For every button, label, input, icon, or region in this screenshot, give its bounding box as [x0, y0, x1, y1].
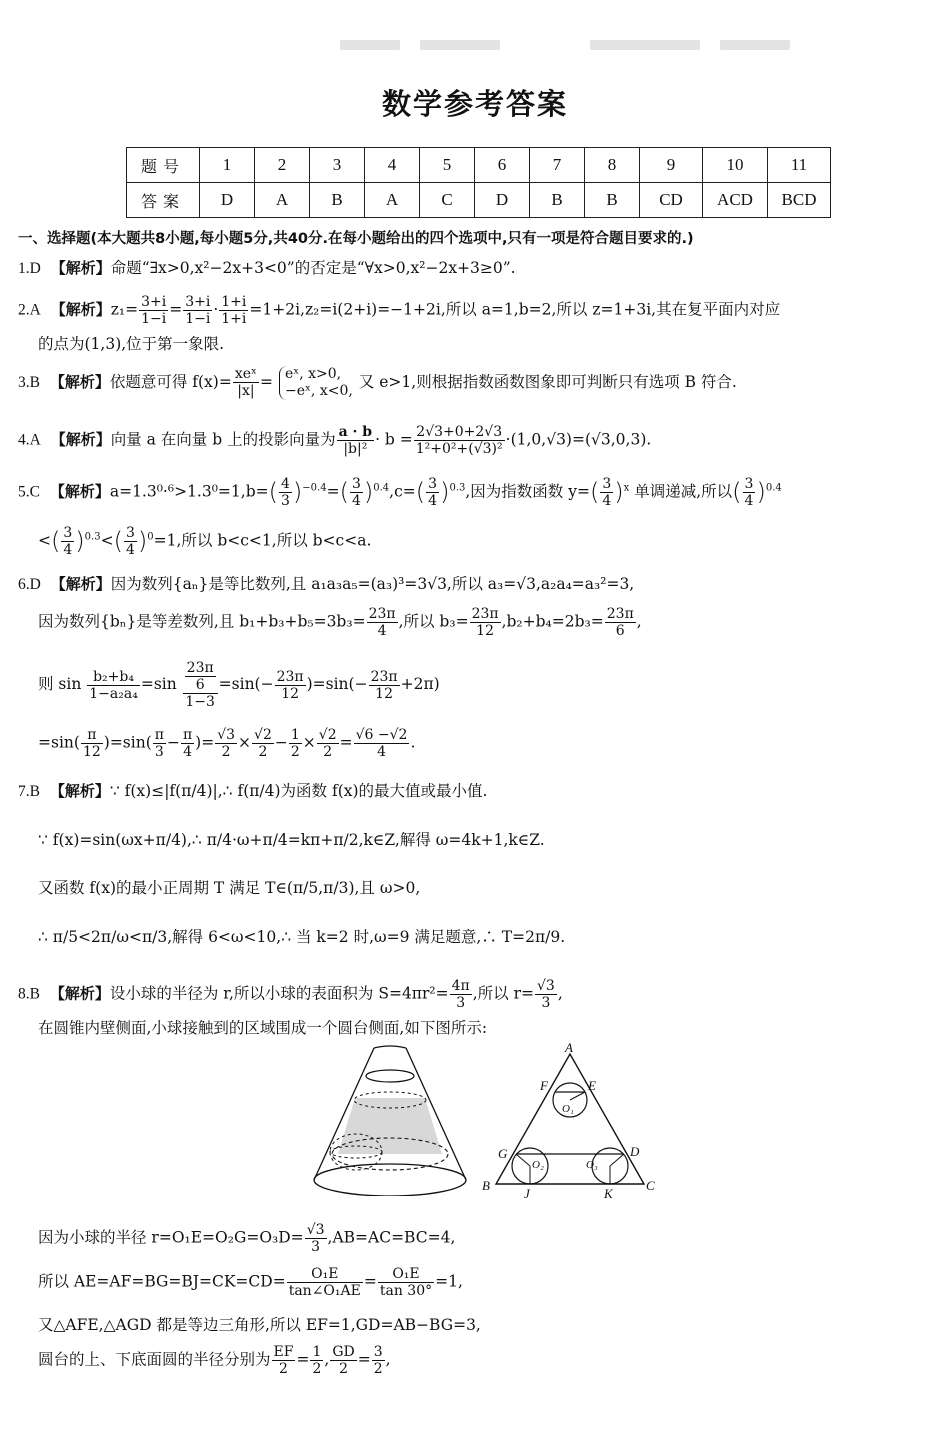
label-B: B [482, 1178, 490, 1193]
table-cell: 1 [200, 148, 255, 183]
cone-figure [310, 1044, 470, 1196]
table-cell: 11 [768, 148, 831, 183]
question-label: 2.A [18, 301, 41, 319]
table-cell: 7 [530, 148, 585, 183]
q4-line: 4.A 【解析】向量 a 在向量 b 上的投影向量为 $\frac{a \cdot b}{\text{|b|²}}$ · b = $\frac{2√3+0+2√3}{\text{1²+0²+(√3)²}}$ ·(1,0,√3)=(√3,0,3). [18, 424, 652, 458]
table-cell: A [365, 183, 420, 218]
top-decoration [330, 40, 810, 56]
table-cell: 9 [640, 148, 703, 183]
q8-line4: 所以 AE=AF=BG=BJ=CK=CD= $\frac{\text{O₁E}}{\text{tan∠O₁AE}}$ = $\frac{\text{O₁E}}{\tan 30^\circ}$ =1, [38, 1266, 463, 1300]
label-F: F [540, 1078, 548, 1093]
answer-table [126, 147, 831, 218]
fraction: $\frac{3+i}{1-i}$ [185, 294, 211, 328]
question-label: 5.C [18, 483, 40, 501]
analysis-tag: 【解析】 [50, 575, 111, 593]
q7-line4: ∴ π/5<2π/ω<π/3,解得 6<ω<10,∴ 当 k=2 时,ω=9 满足题意,∴ T=2π/9. [38, 928, 566, 946]
table-row [127, 148, 831, 183]
q8-line3: 因为小球的半径 r=O₁E=O₂G=O₃D= $\frac{√3}{3}$ ,AB=AC=BC=4, [38, 1222, 456, 1256]
table-cell: ACD [703, 183, 768, 218]
table-cell: 6 [475, 148, 530, 183]
table-cell: B [530, 183, 585, 218]
label-D: D [630, 1144, 640, 1159]
table-cell: CD [640, 183, 703, 218]
table-cell: A [255, 183, 310, 218]
piecewise-brace: eˣ, x>0, −eˣ, x<0, [279, 366, 353, 400]
fraction: $\frac{2√3+0+2√3}{\text{1²+0²+(√3)²}}$ [415, 424, 503, 458]
question-label: 6.D [18, 576, 41, 593]
row-label: 答案 [127, 183, 200, 218]
q8-line: 8.B 【解析】设小球的半径为 r,所以小球的表面积为 S=4πr²= $\frac{4\pi}{3}$ ,所以 r= $\frac{√3}{3}$ , [18, 978, 563, 1012]
q7-line3: 又函数 f(x)的最小正周期 T 满足 T∈(π/5,π/3),且 ω>0, [38, 879, 421, 897]
analysis-tag: 【解析】 [49, 372, 110, 391]
q8-line6: 圆台的上、下底面圆的半径分别为 $\frac{EF}{2}$ = $\frac{1}{2}$ , $\frac{GD}{2}$ = $\frac{3}{2}$ , [38, 1344, 391, 1378]
page-title: 数学参考答案 [381, 87, 568, 121]
analysis-tag: 【解析】 [49, 782, 110, 800]
label-O2: O₂ [532, 1159, 544, 1171]
label-O1: O₁ [562, 1103, 574, 1115]
table-cell: 8 [585, 148, 640, 183]
label-J: J [524, 1186, 530, 1200]
table-cell: B [310, 183, 365, 218]
fraction: $\frac{\text{xeˣ}}{|x|}$ [234, 366, 257, 400]
question-label: 4.A [18, 431, 41, 449]
q6-line2: 因为数列{bₙ}是等差数列,且 b₁+b₃+b₅=3b₃= $\frac{23\pi}{4}$ ,所以 b₃= $\frac{23\pi}{12}$ ,b₂+b₄=2b₃= $\frac{23\pi}{6}$ , [38, 606, 642, 640]
label-G: G [498, 1146, 508, 1161]
fraction: $\frac{3+i}{1-i}$ [141, 294, 167, 328]
q7-line2: ∵ f(x)=sin(ωx+π/4),∴ π/4·ω+π/4=kπ+π/2,k∈Z,解得 ω=4k+1,k∈Z. [38, 831, 545, 849]
q3-line: 3.B 【解析】依题意可得 f(x)= $\frac{\text{xeˣ}}{|x|}$ = eˣ, x>0, −eˣ, x<0, 又 e>1,则根据指数函数图象即可判断只有选项 B 符合. [18, 366, 737, 400]
question-label: 1.D [18, 260, 41, 277]
triangle-figure [480, 1040, 670, 1200]
table-cell: BCD [768, 183, 831, 218]
q6-line: 6.D 【解析】因为数列{aₙ}是等比数列,且 a₁a₃a₅=(a₃)³=3√3,所以 a₃=√3,a₂a₄=a₃²=3, [18, 575, 635, 593]
q2-line: 2.A 【解析】z₁= $\frac{3+i}{1-i}$ = $\frac{3+i}{1-i}$ · $\frac{1+i}{1+i}$ =1+2i,z₂=i(2+i)=−1+2i,所以 a=1,b=2,所以 z=1+3i,其在复平面内对应 [18, 294, 781, 328]
table-row [127, 183, 831, 218]
analysis-tag: 【解析】 [49, 984, 110, 1003]
row-label: 题号 [127, 148, 200, 183]
q1-text: 命题“∃x>0,x²−2x+3<0”的否定是“∀x>0,x²−2x+3≥0”. [110, 259, 516, 277]
q1-line [18, 259, 516, 279]
table-cell: 10 [703, 148, 768, 183]
label-C: C [646, 1178, 655, 1193]
q7-line: 7.B 【解析】∵ f(x)≤|f(π/4)|,∴ f(π/4)为函数 f(x)的最大值或最小值. [18, 782, 488, 800]
label-K: K [604, 1186, 613, 1200]
q6-line3: 则 sin $\frac{\text{b₂+b₄}}{\text{1−a₂a₄}}$ =sin $\frac{\frac{23\pi}{6}}{1-3}$ =sin(− $\frac{23\pi}{12}$ )=sin(− $\frac{23\pi}{12}$ +2π) [38, 660, 440, 711]
label-E: E [588, 1078, 596, 1093]
question-label: 8.B [18, 985, 40, 1003]
table-cell: 5 [420, 148, 475, 183]
q2-line2: 的点为(1,3),位于第一象限. [38, 335, 225, 353]
table-cell: 3 [310, 148, 365, 183]
label-A: A [565, 1040, 573, 1055]
q6-line4: =sin( $\frac{\pi}{12}$ )=sin( $\frac{\pi}{3}$ − $\frac{\pi}{4}$ )= $\frac{√3}{2}$ × $\frac{√2}{2}$ − $\frac{1}{2}$ × $\frac{√2}{2}$ = $\frac{√6 -√2}{4}$ . [38, 727, 416, 761]
section-heading: 一、选择题(本大题共8小题,每小题5分,共40分.在每小题给出的四个选项中,只有一项是符合题目要求的.) [18, 231, 694, 247]
q8-line5: 又△AFE,△AGD 都是等边三角形,所以 EF=1,GD=AB−BG=3, [38, 1316, 481, 1334]
table-cell: 2 [255, 148, 310, 183]
q5-line2: <( $\frac{3}{4}$ )$^{0.3}$<( $\frac{3}{4}$ )$^0$=1,所以 b<c<1,所以 b<c<a. [38, 525, 372, 559]
analysis-tag: 【解析】 [49, 482, 110, 501]
table-cell: D [475, 183, 530, 218]
fraction: $\frac{1+i}{1+i}$ [221, 294, 247, 328]
analysis-tag: 【解析】 [50, 300, 111, 319]
question-label: 7.B [18, 783, 40, 800]
question-label: 3.B [18, 373, 40, 391]
q8-line2: 在圆锥内壁侧面,小球接触到的区域围成一个圆台侧面,如下图所示: [38, 1019, 488, 1037]
table-cell: D [200, 183, 255, 218]
analysis-tag: 【解析】 [50, 430, 111, 449]
table-cell: B [585, 183, 640, 218]
table-cell: 4 [365, 148, 420, 183]
analysis-tag: 【解析】 [50, 259, 111, 277]
label-O3: O₃ [586, 1159, 598, 1171]
table-cell: C [420, 183, 475, 218]
fraction: $\frac{a \cdot b}{\text{|b|²}}$ [338, 424, 373, 458]
q5-line: 5.C 【解析】a=1.3⁰·⁶>1.3⁰=1,b=( $\frac{4}{3}$ )$^{-0.4}$=( $\frac{3}{4}$ )$^{0.4}$,c=( $\frac{3}{4}$ )$^{0.3}$,因为指数函数 y=( $\frac{3}{4}$ )$^x$ 单调递减,所以( $\frac{3}{4}$ )$^{0.4}$ [18, 476, 782, 510]
